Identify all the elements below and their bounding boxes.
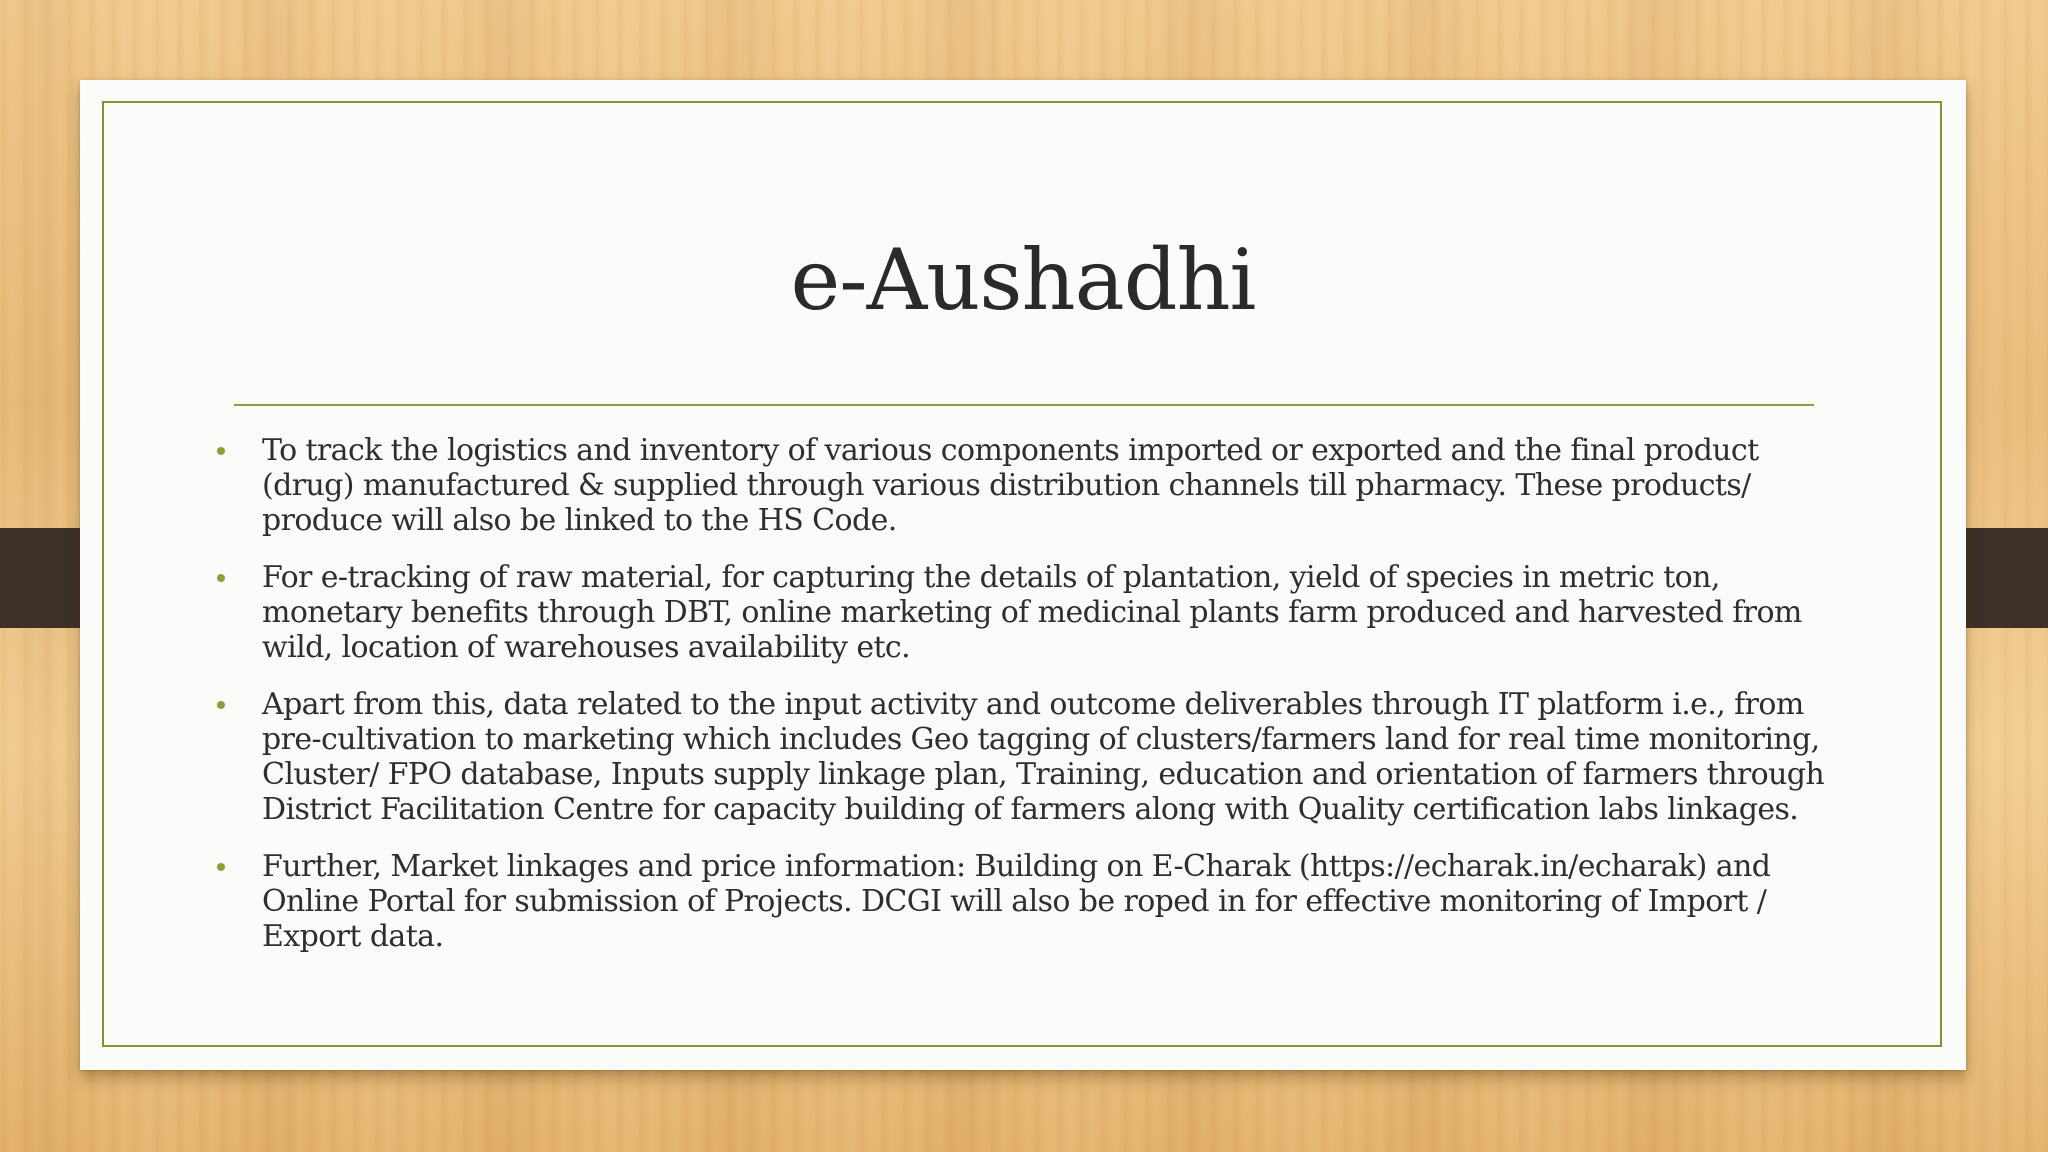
- bullet-dot-icon: [217, 447, 225, 455]
- bullet-text: Apart from this, data related to the input activity and outcome deliverables through IT platform i.e., from pre-cultivation to marketing which includes Geo tagging of clusters/farmers land for real time monitoring, Cluster/ FPO database, Inputs supply linkage plan, Training, education and orientation of farmers through District Facilitation Centre for capacity building of farmers along with Quality certification labs linkages.: [262, 687, 1825, 827]
- title-divider: [234, 404, 1814, 406]
- bullet-item: [214, 433, 1834, 538]
- bullet-dot-icon: [217, 574, 225, 582]
- bullet-text: Further, Market linkages and price information: Building on E-Charak (https://echarak.in/echarak) and Online Portal for submission of Projects. DCGI will also be roped in for effective monitoring of Import / Export data.: [262, 849, 1771, 954]
- slide-title: e-Aushadhi: [790, 231, 1256, 329]
- bullet-item: [214, 560, 1834, 665]
- slide-card: [80, 80, 1966, 1070]
- bullet-text: For e-tracking of raw material, for capturing the details of plantation, yield of species in metric ton, monetary benefits through DBT, online marketing of medicinal plants farm produced and harvested from wild, location of warehouses availability etc.: [262, 560, 1802, 665]
- bullet-item: [214, 849, 1834, 954]
- bullet-dot-icon: [217, 863, 225, 871]
- bullet-list: [214, 433, 1834, 976]
- bullet-item: [214, 687, 1834, 827]
- bullet-text: To track the logistics and inventory of various components imported or exported and the final product (drug) manufactured & supplied through various distribution channels till pharmacy. These products/ produce will also be linked to the HS Code.: [262, 433, 1759, 538]
- bullet-dot-icon: [217, 701, 225, 709]
